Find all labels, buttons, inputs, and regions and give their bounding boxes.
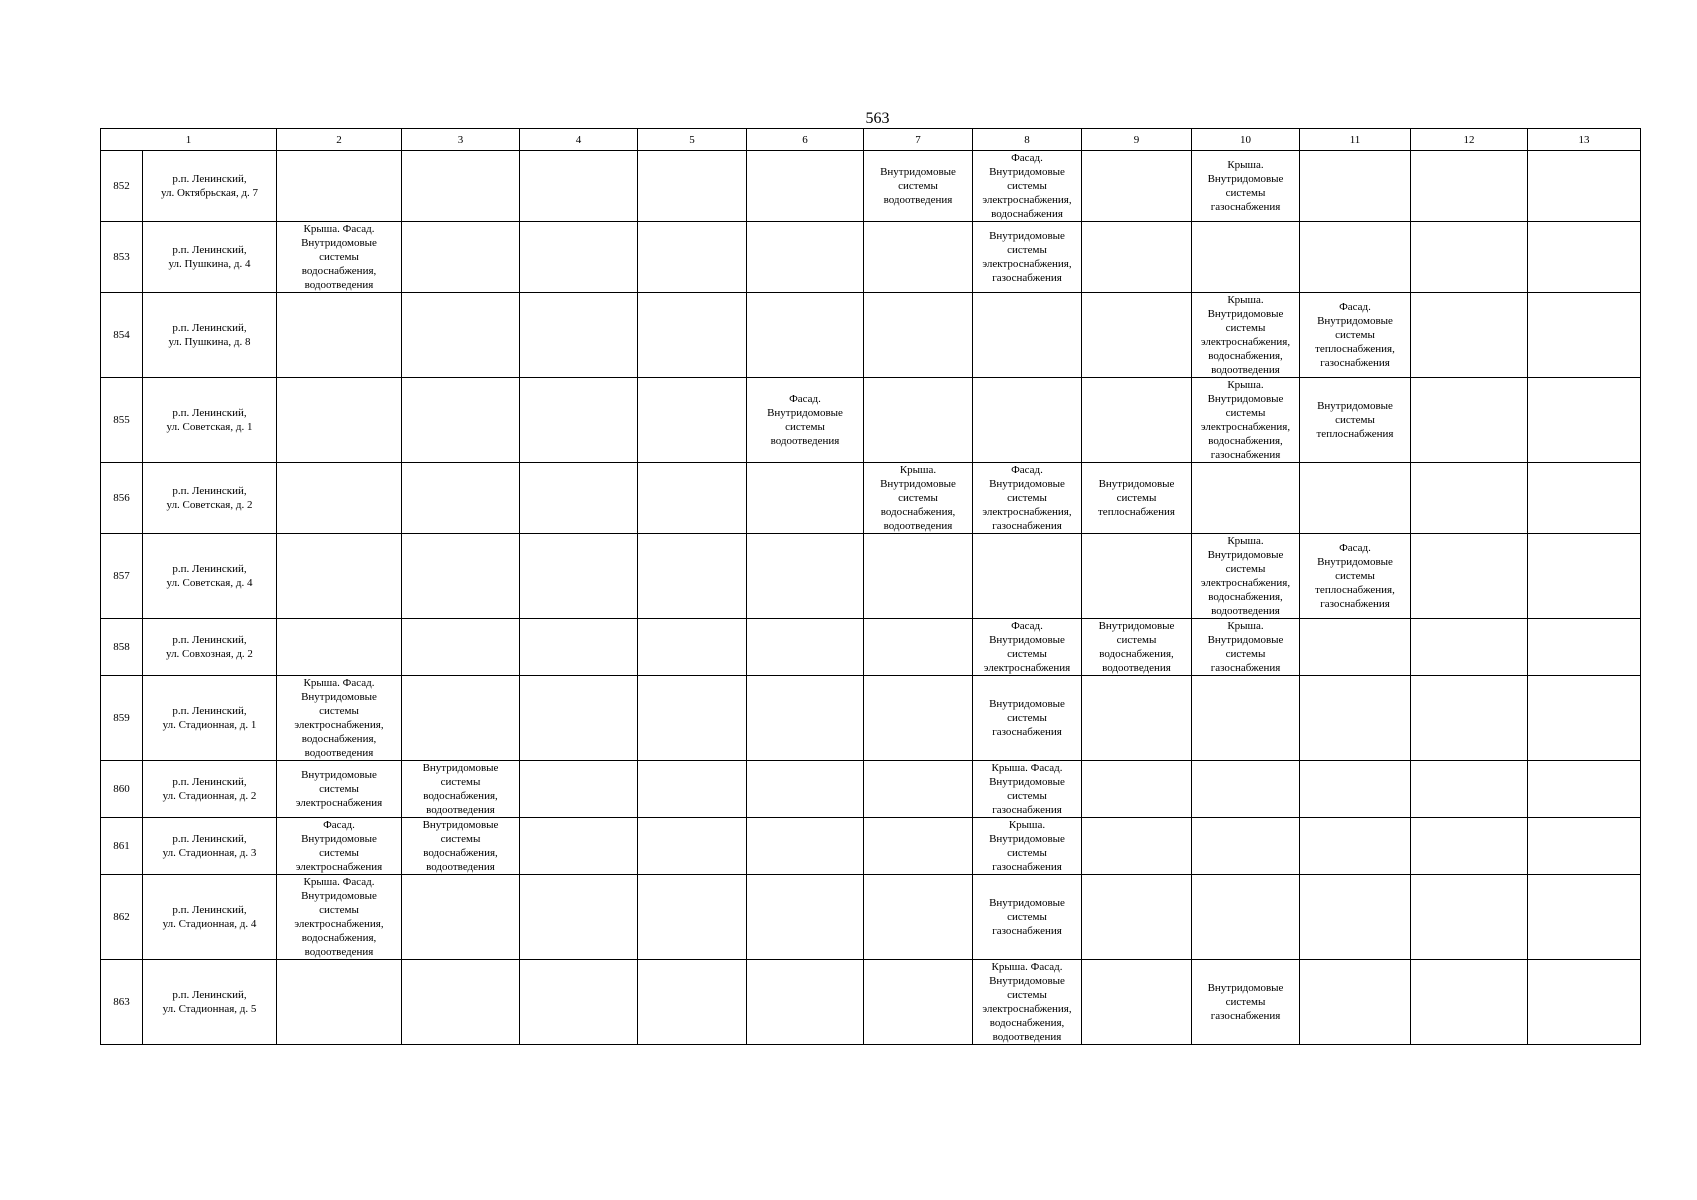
work-cell — [638, 761, 747, 818]
work-cell — [402, 676, 520, 761]
work-cell — [402, 875, 520, 960]
work-cell — [1411, 676, 1528, 761]
column-header: 12 — [1411, 129, 1528, 151]
work-cell — [1411, 151, 1528, 222]
work-cell — [747, 818, 864, 875]
work-cell — [520, 293, 638, 378]
table-row — [101, 761, 1641, 818]
work-text: Внутридомовые системы электроснабжения — [295, 769, 383, 809]
column-header: 5 — [638, 129, 747, 151]
work-cell — [864, 293, 973, 378]
work-cell — [1192, 151, 1300, 222]
work-cell — [1082, 818, 1192, 875]
work-cell — [864, 222, 973, 293]
work-cell — [1300, 534, 1411, 619]
work-cell — [520, 875, 638, 960]
work-cell — [864, 463, 973, 534]
work-cell — [1192, 818, 1300, 875]
work-cell — [277, 151, 402, 222]
work-cell — [747, 293, 864, 378]
row-number-cell: 859 — [101, 676, 143, 761]
row-number-cell: 853 — [101, 222, 143, 293]
work-cell — [1082, 761, 1192, 818]
column-header: 10 — [1192, 129, 1300, 151]
work-cell — [1528, 875, 1641, 960]
work-cell — [1411, 222, 1528, 293]
address-cell — [143, 293, 277, 378]
work-cell — [1192, 222, 1300, 293]
work-cell — [1300, 619, 1411, 676]
work-cell — [1082, 534, 1192, 619]
address-text: р.п. Ленинский, ул. Совхозная, д. 2 — [166, 634, 253, 660]
work-cell — [973, 818, 1082, 875]
work-cell — [638, 619, 747, 676]
work-text: Фасад. Внутридомовые системы теплоснабжения, газоснабжения — [1315, 542, 1395, 610]
work-text: Фасад. Внутридомовые системы электроснабжения — [983, 620, 1071, 674]
work-cell — [402, 293, 520, 378]
work-cell — [520, 151, 638, 222]
address-text: р.п. Ленинский, ул. Стадионная, д. 2 — [162, 776, 257, 802]
work-text: Крыша. Фасад. Внутридомовые системы водоснабжения, водоотведения — [301, 223, 377, 291]
work-cell — [520, 222, 638, 293]
work-text: Крыша. Внутридомовые системы электроснабжения, водоснабжения, водоотведения — [1200, 535, 1291, 617]
work-cell — [520, 818, 638, 875]
work-cell — [1528, 960, 1641, 1045]
work-cell — [277, 676, 402, 761]
work-cell — [1082, 875, 1192, 960]
work-cell — [520, 676, 638, 761]
work-cell — [1082, 293, 1192, 378]
work-cell — [864, 960, 973, 1045]
work-cell — [520, 463, 638, 534]
work-cell — [520, 761, 638, 818]
work-cell — [1300, 378, 1411, 463]
work-cell — [973, 676, 1082, 761]
work-cell — [747, 222, 864, 293]
work-cell — [1192, 960, 1300, 1045]
work-cell — [402, 378, 520, 463]
work-cell — [520, 534, 638, 619]
work-cell — [1528, 619, 1641, 676]
table-body — [101, 129, 1641, 1045]
work-cell — [277, 463, 402, 534]
work-text: Фасад. Внутридомовые системы водоотведения — [767, 393, 843, 447]
work-cell — [402, 761, 520, 818]
work-cell — [1528, 378, 1641, 463]
work-cell — [747, 463, 864, 534]
work-cell — [638, 875, 747, 960]
work-cell — [973, 293, 1082, 378]
work-text: Внутридомовые системы теплоснабжения — [1316, 400, 1394, 440]
work-text: Внутридомовые системы теплоснабжения — [1098, 478, 1175, 518]
work-cell — [973, 378, 1082, 463]
work-cell — [277, 619, 402, 676]
work-cell — [1411, 875, 1528, 960]
work-cell — [1528, 222, 1641, 293]
column-header: 4 — [520, 129, 638, 151]
work-text: Внутридомовые системы водоснабжения, водоотведения — [422, 762, 499, 816]
work-cell — [973, 960, 1082, 1045]
work-cell — [1082, 676, 1192, 761]
work-cell — [864, 151, 973, 222]
repair-schedule-table — [100, 128, 1641, 1045]
work-cell — [1300, 818, 1411, 875]
work-cell — [1082, 619, 1192, 676]
table-row — [101, 534, 1641, 619]
address-text: р.п. Ленинский, ул. Советская, д. 1 — [166, 407, 253, 433]
row-number-cell: 856 — [101, 463, 143, 534]
work-cell — [1300, 761, 1411, 818]
work-cell — [1411, 761, 1528, 818]
row-number-cell: 852 — [101, 151, 143, 222]
row-number-cell: 860 — [101, 761, 143, 818]
work-cell — [1082, 151, 1192, 222]
work-cell — [864, 875, 973, 960]
row-number-cell: 862 — [101, 875, 143, 960]
work-cell — [1411, 619, 1528, 676]
work-text: Крыша. Внутридомовые системы газоснабжения — [1207, 159, 1284, 213]
work-cell — [1082, 463, 1192, 534]
work-cell — [747, 960, 864, 1045]
row-number-cell: 855 — [101, 378, 143, 463]
address-cell — [143, 463, 277, 534]
column-header: 6 — [747, 129, 864, 151]
work-cell — [973, 619, 1082, 676]
work-cell — [277, 222, 402, 293]
work-text: Фасад. Внутридомовые системы теплоснабжения, газоснабжения — [1315, 301, 1395, 369]
column-header: 11 — [1300, 129, 1411, 151]
address-cell — [143, 818, 277, 875]
work-cell — [638, 534, 747, 619]
work-cell — [1192, 378, 1300, 463]
work-cell — [1300, 293, 1411, 378]
work-cell — [402, 222, 520, 293]
work-cell — [864, 676, 973, 761]
work-cell — [973, 463, 1082, 534]
column-header: 13 — [1528, 129, 1641, 151]
table-row — [101, 293, 1641, 378]
work-cell — [277, 818, 402, 875]
work-cell — [1082, 222, 1192, 293]
work-cell — [1528, 293, 1641, 378]
work-cell — [402, 619, 520, 676]
work-text: Крыша. Фасад. Внутридомовые системы газоснабжения — [989, 762, 1065, 816]
work-cell — [1411, 534, 1528, 619]
address-cell — [143, 534, 277, 619]
table-row — [101, 151, 1641, 222]
work-cell — [1192, 676, 1300, 761]
address-text: р.п. Ленинский, ул. Октябрьская, д. 7 — [160, 173, 259, 199]
work-cell — [638, 222, 747, 293]
address-text: р.п. Ленинский, ул. Пушкина, д. 4 — [168, 244, 251, 270]
address-cell — [143, 378, 277, 463]
row-number-cell: 863 — [101, 960, 143, 1045]
work-text: Внутридомовые системы водоотведения — [880, 166, 956, 206]
work-cell — [747, 875, 864, 960]
work-text: Внутридомовые системы водоснабжения, водоотведения — [422, 819, 499, 873]
work-cell — [520, 960, 638, 1045]
work-cell — [864, 619, 973, 676]
work-cell — [1300, 222, 1411, 293]
work-text: Крыша. Фасад. Внутридомовые системы электроснабжения, водоснабжения, водоотведения — [982, 961, 1072, 1043]
work-text: Крыша. Фасад. Внутридомовые системы электроснабжения, водоснабжения, водоотведения — [294, 677, 384, 759]
work-cell — [1192, 619, 1300, 676]
address-cell — [143, 619, 277, 676]
work-cell — [973, 151, 1082, 222]
work-cell — [1082, 960, 1192, 1045]
work-cell — [1528, 151, 1641, 222]
work-text: Фасад. Внутридомовые системы электроснабжения, водоснабжения — [982, 152, 1072, 220]
table-row — [101, 463, 1641, 534]
table-row — [101, 676, 1641, 761]
work-cell — [747, 378, 864, 463]
work-cell — [1528, 818, 1641, 875]
table-row — [101, 222, 1641, 293]
address-text: р.п. Ленинский, ул. Советская, д. 2 — [166, 485, 253, 511]
work-cell — [638, 378, 747, 463]
work-cell — [1192, 875, 1300, 960]
work-cell — [402, 818, 520, 875]
work-cell — [747, 676, 864, 761]
work-text: Крыша. Внутридомовые системы газоснабжения — [1207, 620, 1284, 674]
address-cell — [143, 960, 277, 1045]
column-header: 9 — [1082, 129, 1192, 151]
table-row — [101, 818, 1641, 875]
work-cell — [1411, 378, 1528, 463]
work-cell — [638, 818, 747, 875]
page-number: 563 — [865, 110, 890, 127]
row-number-cell: 854 — [101, 293, 143, 378]
work-cell — [747, 151, 864, 222]
address-cell — [143, 761, 277, 818]
work-cell — [1528, 463, 1641, 534]
work-cell — [864, 818, 973, 875]
work-cell — [1528, 534, 1641, 619]
work-text: Внутридомовые системы газоснабжения — [1207, 982, 1284, 1022]
address-text: р.п. Ленинский, ул. Советская, д. 4 — [166, 563, 253, 589]
work-cell — [638, 151, 747, 222]
column-header: 7 — [864, 129, 973, 151]
work-cell — [1300, 151, 1411, 222]
work-cell — [277, 293, 402, 378]
work-cell — [1192, 761, 1300, 818]
work-text: Крыша. Внутридомовые системы водоснабжения, водоотведения — [880, 464, 956, 532]
work-cell — [864, 761, 973, 818]
work-cell — [973, 222, 1082, 293]
work-cell — [1300, 875, 1411, 960]
work-cell — [402, 463, 520, 534]
work-cell — [402, 151, 520, 222]
work-cell — [864, 378, 973, 463]
work-cell — [747, 619, 864, 676]
work-cell — [1411, 463, 1528, 534]
work-text: Крыша. Внутридомовые системы электроснабжения, водоснабжения, газоснабжения — [1200, 379, 1291, 461]
work-text: Крыша. Фасад. Внутридомовые системы электроснабжения, водоснабжения, водоотведения — [294, 876, 384, 958]
work-cell — [520, 378, 638, 463]
work-cell — [277, 960, 402, 1045]
work-cell — [1192, 534, 1300, 619]
address-text: р.п. Ленинский, ул. Стадионная, д. 1 — [162, 705, 257, 731]
work-text: Внутридомовые системы газоснабжения — [989, 897, 1065, 937]
address-cell — [143, 875, 277, 960]
row-number-cell: 858 — [101, 619, 143, 676]
column-header: 2 — [277, 129, 402, 151]
row-number-cell: 857 — [101, 534, 143, 619]
column-header: 8 — [973, 129, 1082, 151]
row-number-cell: 861 — [101, 818, 143, 875]
work-cell — [402, 960, 520, 1045]
work-cell — [638, 293, 747, 378]
address-cell — [143, 222, 277, 293]
table-row — [101, 619, 1641, 676]
address-text: р.п. Ленинский, ул. Стадионная, д. 4 — [162, 904, 257, 930]
work-text: Крыша. Внутридомовые системы электроснабжения, водоснабжения, водоотведения — [1200, 294, 1291, 376]
work-cell — [277, 378, 402, 463]
work-text: Крыша. Внутридомовые системы газоснабжения — [989, 819, 1065, 873]
work-cell — [747, 534, 864, 619]
column-header: 1 — [101, 129, 277, 151]
work-cell — [1192, 293, 1300, 378]
address-cell — [143, 676, 277, 761]
address-text: р.п. Ленинский, ул. Стадионная, д. 3 — [162, 833, 257, 859]
work-cell — [638, 960, 747, 1045]
work-cell — [277, 761, 402, 818]
work-cell — [1528, 761, 1641, 818]
table-row — [101, 378, 1641, 463]
work-cell — [638, 463, 747, 534]
work-cell — [1411, 293, 1528, 378]
work-cell — [1528, 676, 1641, 761]
work-text: Внутридомовые системы водоснабжения, водоотведения — [1098, 620, 1175, 674]
work-text: Фасад. Внутридомовые системы электроснабжения — [295, 819, 383, 873]
table-row — [101, 875, 1641, 960]
work-cell — [1411, 960, 1528, 1045]
work-cell — [1411, 818, 1528, 875]
work-cell — [864, 534, 973, 619]
work-cell — [1082, 378, 1192, 463]
work-text: Внутридомовые системы газоснабжения — [989, 698, 1065, 738]
work-text: Внутридомовые системы электроснабжения, газоснабжения — [982, 230, 1072, 284]
table-row — [101, 960, 1641, 1045]
work-cell — [402, 534, 520, 619]
address-text: р.п. Ленинский, ул. Стадионная, д. 5 — [162, 989, 257, 1015]
work-cell — [973, 875, 1082, 960]
work-cell — [973, 761, 1082, 818]
address-text: р.п. Ленинский, ул. Пушкина, д. 8 — [168, 322, 251, 348]
work-cell — [1300, 463, 1411, 534]
work-cell — [1300, 960, 1411, 1045]
address-cell — [143, 151, 277, 222]
work-cell — [747, 761, 864, 818]
work-cell — [1192, 463, 1300, 534]
work-cell — [973, 534, 1082, 619]
column-header: 3 — [402, 129, 520, 151]
header-row — [101, 129, 1641, 151]
work-cell — [277, 875, 402, 960]
work-cell — [520, 619, 638, 676]
work-cell — [1300, 676, 1411, 761]
work-text: Фасад. Внутридомовые системы электроснабжения, газоснабжения — [982, 464, 1072, 532]
work-cell — [638, 676, 747, 761]
work-cell — [277, 534, 402, 619]
